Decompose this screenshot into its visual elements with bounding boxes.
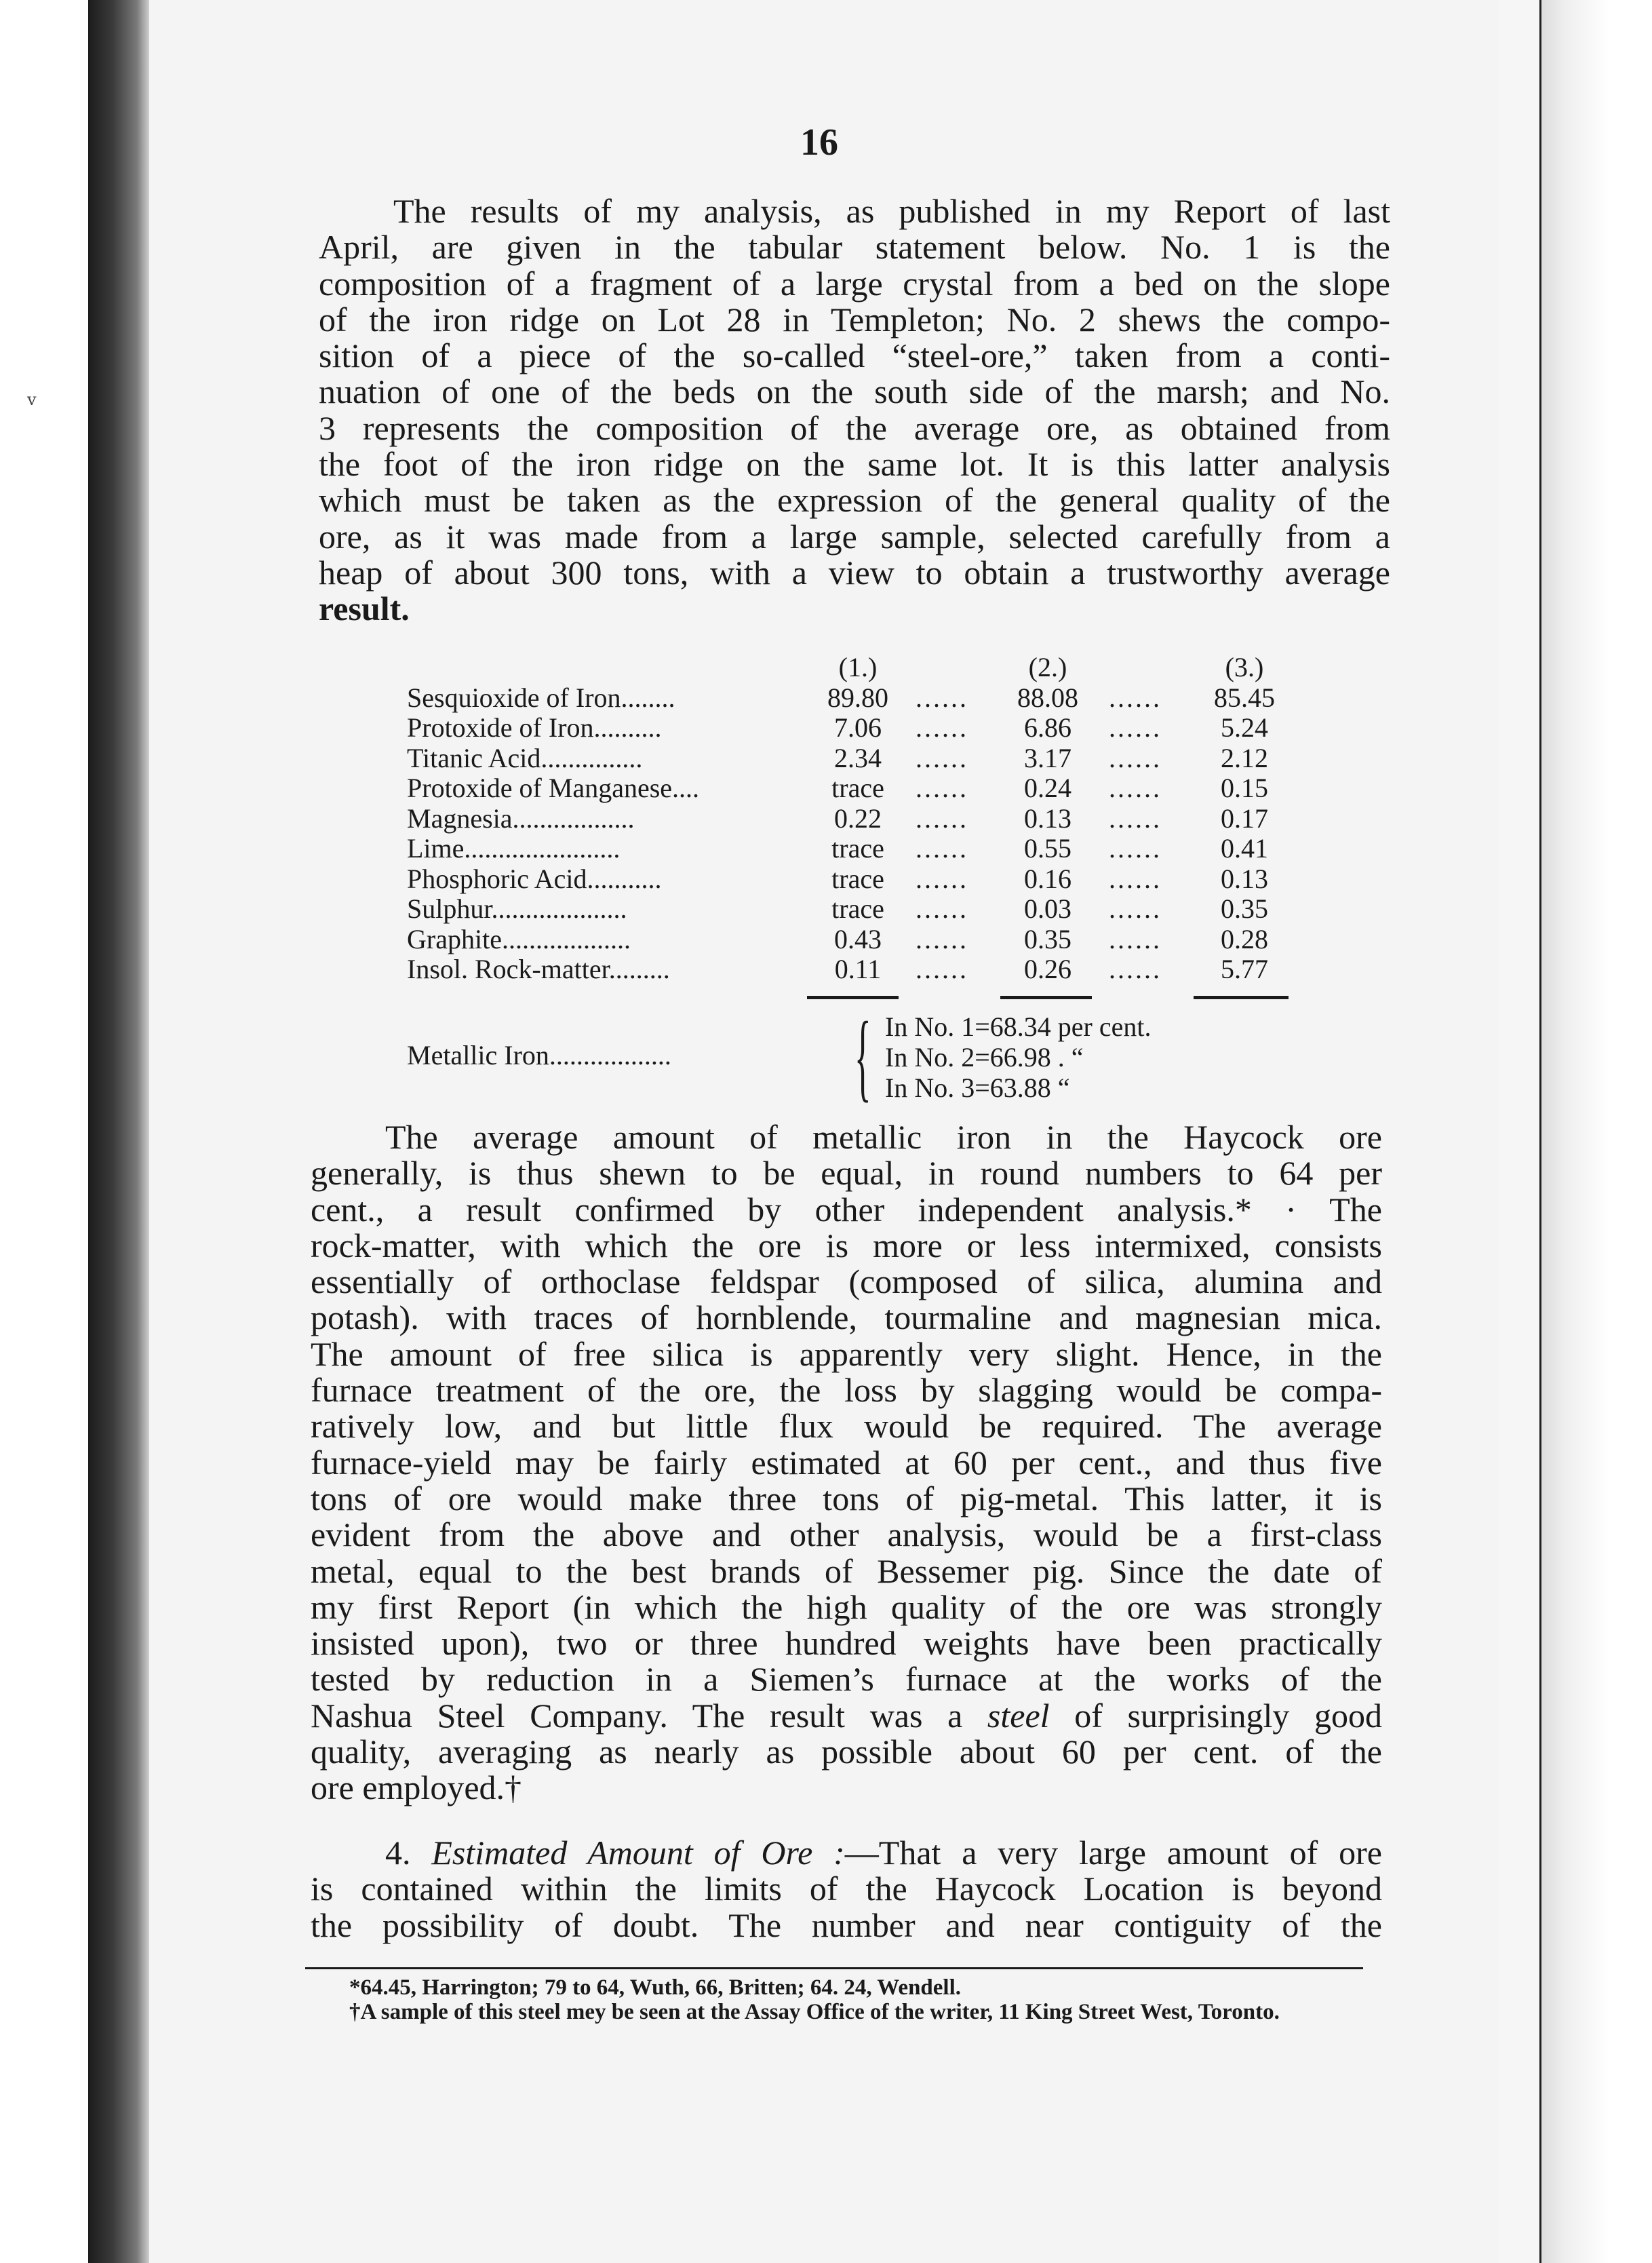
value-col-2: 0.55 xyxy=(1024,833,1071,864)
page-number: 16 xyxy=(800,121,838,163)
text-fragment: of surprisingly good xyxy=(1074,1696,1383,1735)
table-row xyxy=(407,772,1289,802)
text-line: The amount of free silica is apparently very slight. Hence, in the xyxy=(311,1334,1382,1373)
text-line: The results of my analysis, as published in my Report of last xyxy=(393,192,1390,230)
table-row xyxy=(407,893,1289,923)
table-header xyxy=(407,651,1289,682)
leader-dots: ...... xyxy=(916,833,968,864)
leader-dots: ...... xyxy=(916,712,968,743)
leader-dots: ...... xyxy=(1109,923,1162,954)
table-row xyxy=(407,802,1289,833)
sum-rule-col-2 xyxy=(1000,996,1092,999)
text-line: ore employed.† xyxy=(311,1768,522,1807)
text-line: rock-matter, with which the ore is more or less intermixed, consists xyxy=(311,1226,1382,1264)
metallic-iron-values xyxy=(885,1011,1151,1102)
row-label: Protoxide of Iron.......... xyxy=(407,712,662,743)
value-col-3: 0.15 xyxy=(1221,773,1268,803)
footnotes xyxy=(302,1975,1366,2024)
text-line: the possibility of doubt. The number and near contiguity of the xyxy=(311,1906,1382,1944)
text-line: the foot of the iron ridge on the same lot. It is this latter analysis xyxy=(319,445,1390,484)
text-line: generally, is thus shewn to be equal, in round numbers to 64 per xyxy=(311,1154,1382,1193)
leader-dots: ...... xyxy=(1109,893,1162,924)
text-line: furnace treatment of the ore, the loss by slagging would be compa- xyxy=(311,1371,1382,1410)
leader-dots: ...... xyxy=(916,923,968,954)
leader-dots: ...... xyxy=(1109,954,1162,984)
row-label: Sulphur.................... xyxy=(407,893,627,924)
sum-rule-col-3 xyxy=(1194,996,1289,999)
text-line: tons of ore would make three tons of pig-metal. This latter, it is xyxy=(311,1479,1382,1517)
value-col-1: trace xyxy=(831,773,884,803)
value-col-1: trace xyxy=(831,893,884,924)
paragraph-analysis-intro xyxy=(319,193,1390,627)
text-line: April, are given in the tabular statement below. No. 1 is the xyxy=(319,228,1390,267)
leader-dots: ...... xyxy=(1109,863,1162,894)
leader-dots: ...... xyxy=(916,773,968,803)
text-fragment: Nashua Steel Company. The result was a xyxy=(311,1696,963,1735)
binding-shadow xyxy=(88,0,149,2263)
value-col-3: 85.45 xyxy=(1214,682,1275,713)
value-col-1: 0.22 xyxy=(834,802,882,834)
value-col-1: 89.80 xyxy=(827,682,888,713)
value-col-2: 3.17 xyxy=(1024,742,1071,773)
leader-dots: ...... xyxy=(916,682,968,713)
value-col-3: 0.17 xyxy=(1221,802,1268,834)
text-line: metal, equal to the best brands of Bessemer pig. Since the date of xyxy=(311,1551,1382,1590)
value-col-2: 6.86 xyxy=(1024,712,1071,743)
metallic-iron-summary xyxy=(407,1001,1289,1113)
analysis-table xyxy=(407,651,1289,984)
facing-page-edge xyxy=(1539,0,1652,2263)
value-col-1: 2.34 xyxy=(834,742,882,773)
table-row xyxy=(407,712,1289,742)
text-line: tested by reduction in a Siemen’s furnace at the works of the xyxy=(311,1660,1382,1699)
table-row xyxy=(407,682,1289,712)
metallic-iron-label: Metallic Iron.................. xyxy=(407,1040,671,1070)
value-col-3: 0.41 xyxy=(1221,833,1268,864)
section-number: 4. xyxy=(385,1834,411,1872)
table-sum-rules xyxy=(407,996,1289,1003)
leader-dots: ...... xyxy=(1109,773,1162,803)
leader-dots: ...... xyxy=(916,742,968,773)
value-col-2: 0.24 xyxy=(1024,773,1071,803)
text-line xyxy=(311,1698,1382,1734)
table-row xyxy=(407,863,1289,893)
text-line: 3 represents the composition of the average ore, as obtained from xyxy=(319,408,1390,447)
column-header-2: (2.) xyxy=(1028,652,1067,682)
text-line: ratively low, and but little flux would be required. The average xyxy=(311,1407,1382,1446)
text-line: cent., a result confirmed by other independent analysis.* · The xyxy=(311,1190,1382,1229)
row-label: Phosphoric Acid........... xyxy=(407,863,662,894)
leader-dots: ...... xyxy=(1109,802,1162,834)
text-line: The average amount of metallic iron in the Haycock ore xyxy=(385,1118,1382,1156)
row-label: Sesquioxide of Iron........ xyxy=(407,682,675,713)
left-margin xyxy=(0,0,88,2263)
table-row xyxy=(407,923,1289,954)
text-line: furnace-yield may be fairly estimated at 60 per cent., and thus five xyxy=(311,1443,1382,1482)
text-line: nuation of one of the beds on the south side of the marsh; and No. xyxy=(319,372,1390,411)
paragraph-average-iron xyxy=(311,1119,1382,1806)
value-col-1: trace xyxy=(831,833,884,864)
margin-mark: v xyxy=(27,390,37,409)
footnote-1: *64.45, Harrington; 79 to 64, Wuth, 66, Britten; 64. 24, Wendell. xyxy=(349,1975,962,2000)
row-label: Insol. Rock-matter......... xyxy=(407,954,670,984)
text-line: is contained within the limits of the Haycock Location is beyond xyxy=(311,1870,1382,1908)
value-col-3: 5.77 xyxy=(1221,954,1268,984)
column-header-3: (3.) xyxy=(1225,652,1264,682)
column-header-1: (1.) xyxy=(838,652,878,682)
leader-dots: ...... xyxy=(1109,833,1162,864)
text-line: sition of a piece of the so-called “steel-ore,” taken from a conti- xyxy=(319,336,1390,375)
text-line: of the iron ridge on Lot 28 in Templeton; No. 2 shews the compo- xyxy=(319,300,1390,339)
text-line: insisted upon), two or three hundred weights have been practically xyxy=(311,1624,1382,1663)
value-col-2: 0.13 xyxy=(1024,802,1071,834)
section-heading: Estimated Amount of Ore : xyxy=(431,1834,845,1872)
text-line: quality, averaging as nearly as possible about 60 per cent. of the xyxy=(311,1733,1382,1771)
value-col-2: 88.08 xyxy=(1017,682,1078,713)
row-label: Magnesia.................. xyxy=(407,802,635,834)
text-line: composition of a fragment of a large crystal from a bed on the slope xyxy=(319,264,1390,303)
brace-glyph: { xyxy=(854,1001,871,1111)
value-col-1: 7.06 xyxy=(834,712,882,743)
metallic-iron-line: In No. 1=68.34 per cent. xyxy=(885,1011,1152,1042)
row-label: Protoxide of Manganese.... xyxy=(407,773,700,803)
value-col-2: 0.16 xyxy=(1024,863,1071,894)
row-label: Lime....................... xyxy=(407,833,621,864)
value-col-1: trace xyxy=(831,863,884,894)
leader-dots: ...... xyxy=(1109,712,1162,743)
text-line: which must be taken as the expression of the general quality of the xyxy=(319,481,1390,520)
text-line: ore, as it was made from a large sample, selected carefully from a xyxy=(319,517,1390,556)
text-line xyxy=(311,1835,1382,1871)
table-row xyxy=(407,742,1289,773)
text-line: result. xyxy=(319,589,410,628)
text-fragment: —That a very large amount of ore xyxy=(844,1834,1382,1872)
footnote-rule xyxy=(305,1967,1363,1969)
text-line: my first Report (in which the high quality of the ore was strongly xyxy=(311,1587,1382,1626)
leader-dots: ...... xyxy=(1109,742,1162,773)
row-label: Graphite................... xyxy=(407,923,631,954)
table-row xyxy=(407,832,1289,863)
text-line: potash). with traces of hornblende, tourmaline and magnesian mica. xyxy=(311,1298,1382,1337)
value-col-3: 0.28 xyxy=(1221,923,1268,954)
text-line: evident from the above and other analysis, would be a first-class xyxy=(311,1515,1382,1554)
value-col-3: 5.24 xyxy=(1221,712,1268,743)
leader-dots: ...... xyxy=(916,893,968,924)
metallic-iron-line: In No. 2=66.98 . “ xyxy=(885,1042,1084,1072)
sum-rule-col-1 xyxy=(807,996,899,999)
italic-word: steel xyxy=(987,1696,1050,1735)
value-col-1: 0.11 xyxy=(834,954,882,984)
value-col-2: 0.35 xyxy=(1024,923,1071,954)
footnote-2: †A sample of this steel mey be seen at the Assay Office of the writer, 11 King Street West, Toronto. xyxy=(349,2000,1280,2024)
value-col-3: 2.12 xyxy=(1221,742,1268,773)
text-line: essentially of orthoclase feldspar (composed of silica, alumina and xyxy=(311,1262,1382,1301)
leader-dots: ...... xyxy=(916,954,968,984)
row-label: Titanic Acid............... xyxy=(407,742,643,773)
value-col-2: 0.03 xyxy=(1024,893,1071,924)
paragraph-estimated-ore xyxy=(311,1835,1382,1943)
value-col-2: 0.26 xyxy=(1024,954,1071,984)
value-col-3: 0.35 xyxy=(1221,893,1268,924)
metallic-iron-line: In No. 3=63.88 “ xyxy=(885,1072,1070,1103)
text-line: heap of about 300 tons, with a view to obtain a trustworthy average xyxy=(319,553,1390,592)
table-row xyxy=(407,953,1289,984)
value-col-3: 0.13 xyxy=(1221,863,1268,894)
leader-dots: ...... xyxy=(916,863,968,894)
value-col-1: 0.43 xyxy=(834,923,882,954)
leader-dots: ...... xyxy=(916,802,968,834)
leader-dots: ...... xyxy=(1109,682,1162,713)
